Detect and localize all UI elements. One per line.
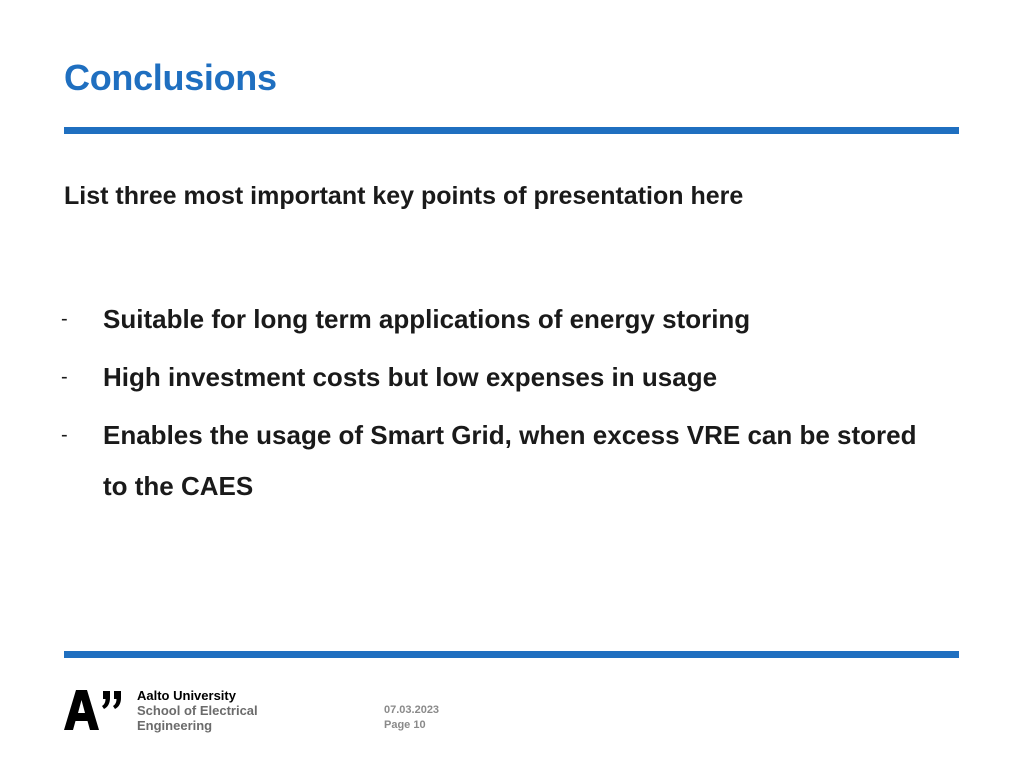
university-name: Aalto University <box>137 688 236 703</box>
bullet-dash: - <box>61 424 68 446</box>
school-name-line1: School of Electrical <box>137 703 258 718</box>
key-point-3 <box>61 410 944 512</box>
slide-date: 07.03.2023 <box>384 704 440 716</box>
key-point-text: High investment costs but low expenses in usage <box>103 362 718 392</box>
school-name-line2: Engineering <box>137 718 213 733</box>
page-number: Page 10 <box>384 719 426 731</box>
key-point-text: Enables the usage of Smart Grid, when excess VRE can be stored to the CAES <box>103 420 917 501</box>
title-divider <box>64 127 959 134</box>
footer-meta <box>384 703 439 733</box>
footer-divider <box>64 651 959 658</box>
university-wordmark <box>137 688 258 733</box>
key-point-2 <box>61 352 944 403</box>
bullet-dash: - <box>61 308 68 330</box>
key-point-text: Suitable for long term applications of energy storing <box>103 304 751 334</box>
aalto-a-logo-icon <box>63 688 125 732</box>
slide-subtitle: List three most important key points of presentation here <box>64 182 744 210</box>
key-points-list <box>61 294 944 519</box>
slide-title: Conclusions <box>64 57 277 98</box>
key-point-1 <box>61 294 944 345</box>
bullet-dash: - <box>61 366 68 388</box>
